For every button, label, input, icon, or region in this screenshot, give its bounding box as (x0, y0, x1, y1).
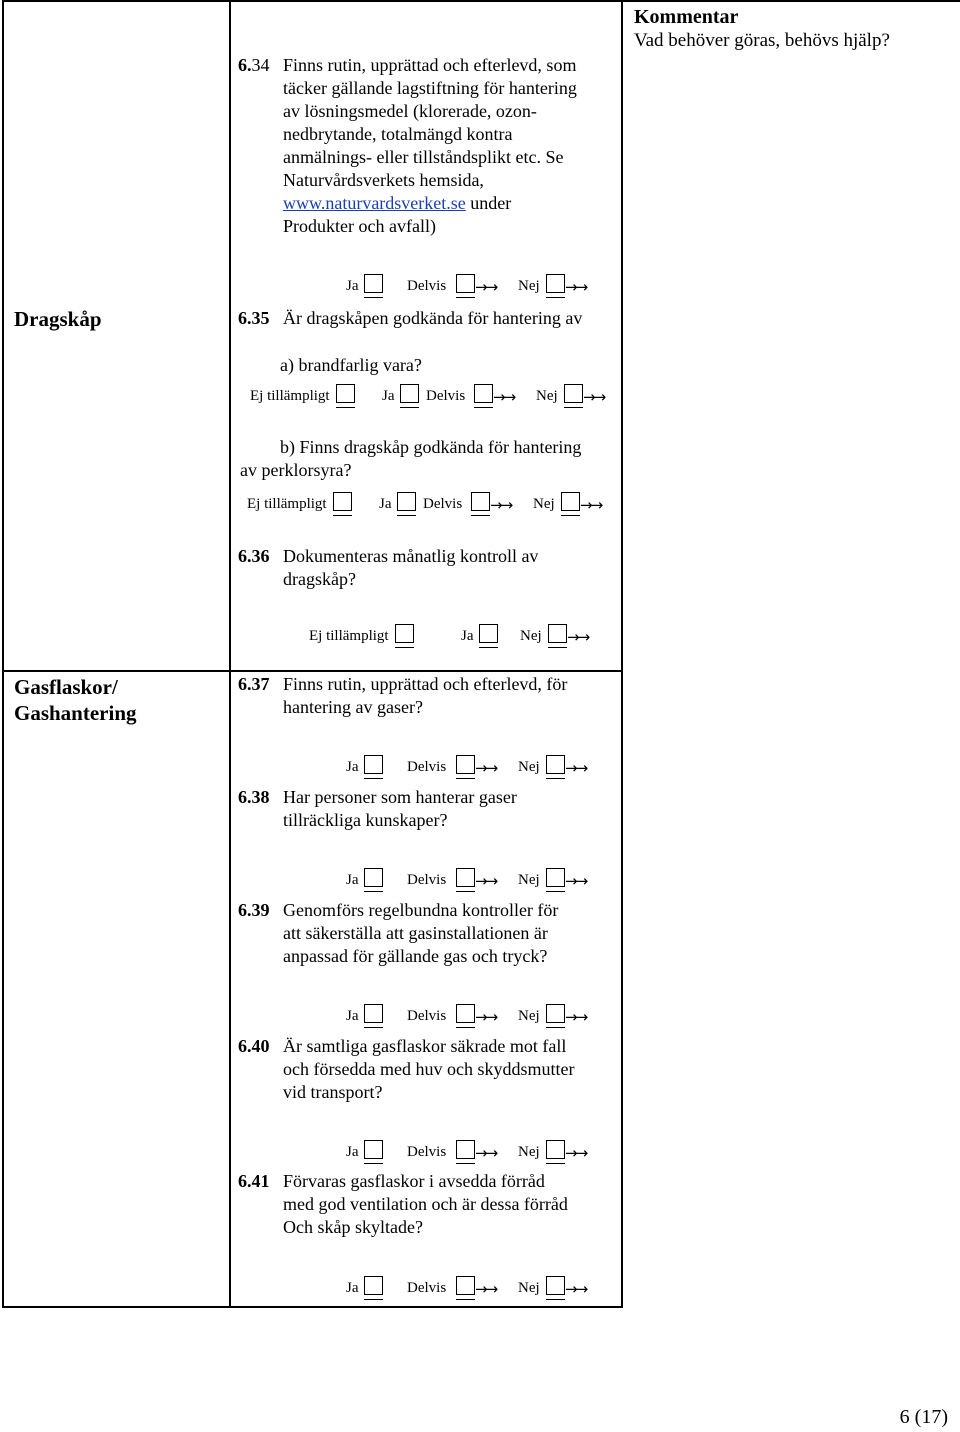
answer-row-6-38: Ja Delvis →→ Nej →→ (346, 868, 606, 892)
checkbox-delvis[interactable] (456, 1140, 475, 1159)
arrow-icon: →→ (565, 278, 587, 296)
arrow-icon: →→ (565, 1280, 587, 1298)
section-gas-line1: Gasflaskor/ (14, 675, 118, 699)
checkbox-nej[interactable] (546, 274, 565, 293)
checkbox-nej[interactable] (561, 492, 580, 511)
question-text: Dokumenteras månatlig kontroll av dragskåp? (283, 546, 539, 589)
checkbox-nej[interactable] (546, 1276, 565, 1295)
comment-column-subtitle: Vad behöver göras, behövs hjälp? (634, 30, 890, 51)
question-number: 6.39 (238, 900, 270, 920)
answer-row-6-35-a: Ej tillämpligt Ja Delvis →→ Nej →→ (250, 384, 620, 408)
answer-row-6-39: Ja Delvis →→ Nej →→ (346, 1004, 606, 1028)
arrow-icon: →→ (565, 759, 587, 777)
question-text: Finns rutin, upprättad och efterlevd, som täcker gällande lagstiftning för hantering av lösningsmedel (klorerade, ozon- nedbrytande, totalmängd kontra anmälnings- eller tillståndsplikt etc. Se Naturvårdsverkets hemsida, www.naturvardsverket.se under Produkter och avfall) (283, 55, 577, 236)
arrow-icon: →→ (475, 1280, 497, 1298)
checkbox-nej[interactable] (546, 868, 565, 887)
question-number: 6.35 (238, 308, 270, 328)
question-text: Förvaras gasflaskor i avsedda förråd med god ventilation och är dessa förråd Och skåp skyltade? (283, 1171, 568, 1237)
question-6-35-b: b) Finns dragskåp godkända för hantering av perklorsyra? (240, 437, 582, 480)
arrow-icon: →→ (475, 1008, 497, 1026)
question-text: Har personer som hanterar gaser tillräckliga kunskaper? (283, 787, 517, 830)
question-6-35 (238, 307, 582, 330)
answer-row-6-36: Ej tillämpligt Ja Nej →→ (309, 624, 609, 648)
arrow-icon: →→ (493, 388, 515, 406)
naturvardsverket-link[interactable]: www.naturvardsverket.se (283, 193, 466, 213)
arrow-icon: →→ (565, 1008, 587, 1026)
column-divider-2 (621, 0, 623, 1308)
checkbox-ja[interactable] (364, 1004, 383, 1023)
table-left-border (2, 0, 4, 1308)
question-6-37 (238, 673, 567, 719)
checkbox-nej[interactable] (548, 624, 567, 643)
arrow-icon: →→ (580, 496, 602, 514)
checkbox-ja[interactable] (364, 755, 383, 774)
checkbox-delvis[interactable] (456, 868, 475, 887)
checkbox-ej-tillampligt[interactable] (333, 492, 352, 511)
checkbox-nej[interactable] (546, 1140, 565, 1159)
checkbox-delvis[interactable] (471, 492, 490, 511)
arrow-icon: →→ (567, 628, 589, 646)
answer-row-6-41: Ja Delvis →→ Nej →→ (346, 1276, 606, 1300)
question-text: Är samtliga gasflaskor säkrade mot fall och försedda med huv och skyddsmutter vid transport? (283, 1036, 575, 1102)
checkbox-nej[interactable] (564, 384, 583, 403)
question-6-40 (238, 1035, 574, 1104)
section-divider (2, 670, 622, 672)
arrow-icon: →→ (475, 759, 497, 777)
question-number: 6.34 (238, 55, 270, 75)
question-6-34 (238, 54, 577, 238)
checkbox-ja[interactable] (364, 274, 383, 293)
checkbox-delvis[interactable] (456, 1276, 475, 1295)
arrow-icon: →→ (475, 872, 497, 890)
checkbox-ja[interactable] (397, 492, 416, 511)
question-number: 6.41 (238, 1171, 270, 1191)
table-bottom-border (2, 1306, 622, 1308)
question-number: 6.38 (238, 787, 270, 807)
checkbox-ja[interactable] (364, 868, 383, 887)
checkbox-nej[interactable] (546, 755, 565, 774)
answer-row-6-37: Ja Delvis →→ Nej →→ (346, 755, 606, 779)
checkbox-ja[interactable] (364, 1140, 383, 1159)
section-gasflaskor (14, 674, 137, 726)
question-6-41 (238, 1170, 568, 1239)
question-text: Genomförs regelbundna kontroller för att säkerställa att gasinstallationen är anpassad för gällande gas och tryck? (283, 900, 559, 966)
question-6-38 (238, 786, 517, 832)
answer-row-6-35-b: Ej tillämpligt Ja Delvis →→ Nej →→ (247, 492, 617, 516)
checkbox-ej-tillampligt[interactable] (395, 624, 414, 643)
arrow-icon: →→ (490, 496, 512, 514)
page-number: 6 (17) (899, 1406, 948, 1428)
question-text: Finns rutin, upprättad och efterlevd, för hantering av gaser? (283, 674, 568, 717)
arrow-icon: →→ (565, 872, 587, 890)
question-6-36 (238, 545, 538, 591)
comment-column-title: Kommentar (634, 6, 739, 28)
column-divider-1 (229, 0, 231, 1308)
checkbox-ja[interactable] (400, 384, 419, 403)
question-6-35-a: a) brandfarlig vara? (280, 355, 422, 375)
checkbox-delvis[interactable] (456, 1004, 475, 1023)
question-number: 6.40 (238, 1036, 270, 1056)
checkbox-ej-tillampligt[interactable] (336, 384, 355, 403)
arrow-icon: →→ (475, 1144, 497, 1162)
checkbox-ja[interactable] (364, 1276, 383, 1295)
arrow-icon: →→ (475, 278, 497, 296)
answer-row-6-40: Ja Delvis →→ Nej →→ (346, 1140, 606, 1164)
section-gas-line2: Gashantering (14, 701, 137, 725)
arrow-icon: →→ (583, 388, 605, 406)
checkbox-delvis[interactable] (456, 755, 475, 774)
table-top-border (2, 0, 960, 2)
arrow-icon: →→ (565, 1144, 587, 1162)
checkbox-delvis[interactable] (474, 384, 493, 403)
question-6-39 (238, 899, 558, 968)
checkbox-ja[interactable] (479, 624, 498, 643)
question-text: Är dragskåpen godkända för hantering av (283, 308, 583, 328)
question-number: 6.37 (238, 674, 270, 694)
question-number: 6.36 (238, 546, 270, 566)
checkbox-delvis[interactable] (456, 274, 475, 293)
checkbox-nej[interactable] (546, 1004, 565, 1023)
section-dragskap: Dragskåp (14, 307, 102, 331)
answer-row-6-34: Ja Delvis →→ Nej →→ (346, 274, 606, 298)
